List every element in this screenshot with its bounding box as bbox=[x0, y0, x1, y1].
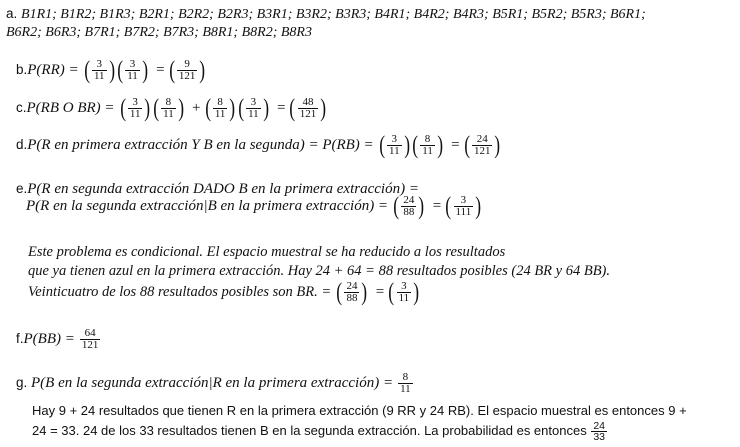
fraction-denominator: 11 bbox=[214, 108, 226, 120]
item-g-text-2: 24 = 33. 24 de los 33 resultados tienen B en la segunda extracción. La probabilidad es entonces bbox=[32, 422, 587, 438]
fraction-denominator: 121 bbox=[178, 70, 196, 82]
fraction-denominator: 11 bbox=[129, 108, 141, 120]
item-g bbox=[16, 372, 414, 395]
item-c-term-1: ( $\frac{3}{11}$ ) bbox=[119, 95, 151, 122]
item-f-label: f. bbox=[16, 331, 24, 347]
fraction-denominator: 121 bbox=[299, 108, 317, 120]
item-c-term-3: ( $\frac{8}{11}$ ) bbox=[204, 95, 236, 122]
item-b-expr: P(RR) = bbox=[27, 62, 79, 79]
fraction-numerator: 3 bbox=[132, 96, 138, 108]
item-e-term-3: ( $\frac{24}{88}$ ) bbox=[336, 279, 368, 306]
fraction-numerator: 24 bbox=[593, 420, 606, 432]
item-g-result-2 bbox=[591, 421, 607, 442]
fraction-denominator: 11 bbox=[93, 70, 105, 82]
item-e-line2 bbox=[26, 194, 483, 219]
fraction-numerator: 3 bbox=[129, 58, 136, 70]
fraction-denominator: 121 bbox=[81, 339, 99, 351]
fraction-numerator: 24 bbox=[476, 133, 488, 145]
item-a-label: a. bbox=[6, 6, 22, 21]
item-c-term-4: ( $\frac{3}{11}$ ) bbox=[237, 95, 269, 122]
item-b-term-2: ( $\frac{3}{11}$ ) bbox=[117, 57, 148, 84]
equals-sign: = bbox=[375, 284, 385, 301]
item-f-expr: P(BB) = bbox=[23, 331, 75, 348]
item-d-label: d. bbox=[16, 137, 28, 153]
equals-sign: = bbox=[277, 100, 286, 117]
item-e-label: e. bbox=[16, 181, 28, 196]
item-a-line1 bbox=[6, 6, 646, 23]
item-b-result: ( $\frac{9}{121}$ ) bbox=[168, 57, 206, 84]
item-d-term-2: ( $\frac{8}{11}$ ) bbox=[412, 132, 443, 159]
item-a-outcomes-2: B6R2; B6R3; B7R1; B7R2; B7R3; B8R1; B8R2; B8R3 bbox=[6, 25, 312, 40]
item-e-expr-2: P(R en la segunda extracción|B en la primera extracción) = bbox=[26, 198, 389, 215]
equals-sign: = bbox=[432, 198, 442, 215]
equals-sign: = bbox=[451, 137, 460, 154]
fraction-denominator: 111 bbox=[455, 206, 472, 218]
fraction-denominator: 11 bbox=[422, 145, 433, 157]
fraction-numerator: 3 bbox=[391, 133, 398, 145]
fraction-denominator: 88 bbox=[403, 206, 415, 218]
fraction-numerator: 48 bbox=[302, 96, 314, 108]
item-g-result bbox=[398, 372, 413, 395]
fraction-denominator: 11 bbox=[389, 145, 400, 157]
fraction-numerator: 24 bbox=[346, 280, 358, 292]
fraction-numerator: 8 bbox=[217, 96, 223, 108]
item-d bbox=[16, 133, 502, 158]
item-c-result: ( $\frac{48}{121}$ ) bbox=[289, 95, 327, 122]
item-c-label: c. bbox=[16, 100, 27, 116]
fraction-numerator: 8 bbox=[402, 371, 409, 383]
item-c-term-2: ( $\frac{8}{11}$ ) bbox=[153, 95, 184, 122]
item-d-result: ( $\frac{24}{121}$ ) bbox=[463, 132, 501, 159]
item-a-outcomes-1: B1R1; B1R2; B1R3; B2R1; B2R2; B2R3; B3R1; B3R2; B3R3; B4R1; B4R2; B4R3; B5R1; B5R2; B5R3; B6R1; bbox=[21, 7, 646, 22]
item-g-expr: P(B en la segunda extracción|R en la primera extracción) = bbox=[31, 375, 394, 392]
equals-sign: = bbox=[156, 62, 165, 79]
fraction-numerator: 8 bbox=[424, 133, 431, 145]
fraction-denominator: 11 bbox=[163, 108, 174, 120]
item-b bbox=[16, 58, 207, 83]
fraction-numerator: 64 bbox=[84, 327, 96, 339]
fraction-numerator: 3 bbox=[401, 280, 407, 292]
item-e-note-1: Este problema es condicional. El espacio muestral se ha reducido a los resultados bbox=[28, 244, 506, 260]
item-f bbox=[16, 328, 101, 351]
fraction-denominator: 11 bbox=[400, 383, 411, 395]
item-e-note-3: Veinticuatro de los 88 resultados posibles son BR. = bbox=[28, 284, 332, 301]
fraction-numerator: 24 bbox=[403, 194, 415, 206]
fraction-denominator: 11 bbox=[248, 108, 259, 120]
item-b-term-1: ( $\frac{3}{11}$ ) bbox=[83, 57, 115, 84]
fraction-numerator: 3 bbox=[96, 58, 102, 70]
fraction-numerator: 3 bbox=[460, 194, 467, 206]
fraction-denominator: 11 bbox=[127, 70, 138, 82]
item-e-term-1: ( $\frac{24}{88}$ ) bbox=[393, 193, 425, 220]
fraction-numerator: 8 bbox=[165, 96, 172, 108]
fraction-denominator: 88 bbox=[346, 292, 358, 304]
item-c bbox=[16, 96, 328, 121]
fraction-denominator: 33 bbox=[593, 431, 606, 443]
item-f-result bbox=[80, 328, 101, 351]
item-e-note-2: que ya tienen azul en la primera extracción. Hay 24 + 64 = 88 resultados posibles (24 BR y 64 BB). bbox=[28, 263, 611, 279]
fraction-denominator: 11 bbox=[398, 292, 410, 304]
item-d-term-1: ( $\frac{3}{11}$ ) bbox=[378, 132, 410, 159]
plus-sign: + bbox=[192, 100, 201, 117]
item-g-text-2-row bbox=[32, 421, 608, 442]
item-e-note-3-row bbox=[28, 280, 421, 305]
item-g-label: g. bbox=[16, 375, 32, 391]
item-d-expr: P(R en primera extracción Y B en la segunda) = P(RB) = bbox=[27, 137, 374, 154]
item-e-result: ( $\frac{3}{111}$ ) bbox=[445, 193, 482, 220]
item-g-text-1: Hay 9 + 24 resultados que tienen R en la primera extracción (9 RR y 24 RB). El espacio muestral es entonces 9 + bbox=[32, 403, 687, 418]
item-c-expr: P(RB O BR) = bbox=[26, 100, 115, 117]
item-e-result-2: ( $\frac{3}{11}$ ) bbox=[388, 279, 420, 306]
fraction-denominator: 121 bbox=[473, 145, 491, 157]
item-e-expr-1: P(R en segunda extracción DADO B en la primera extracción) = bbox=[27, 181, 419, 197]
fraction-numerator: 3 bbox=[250, 96, 257, 108]
fraction-numerator: 9 bbox=[184, 58, 190, 70]
item-b-label: b. bbox=[16, 62, 28, 78]
